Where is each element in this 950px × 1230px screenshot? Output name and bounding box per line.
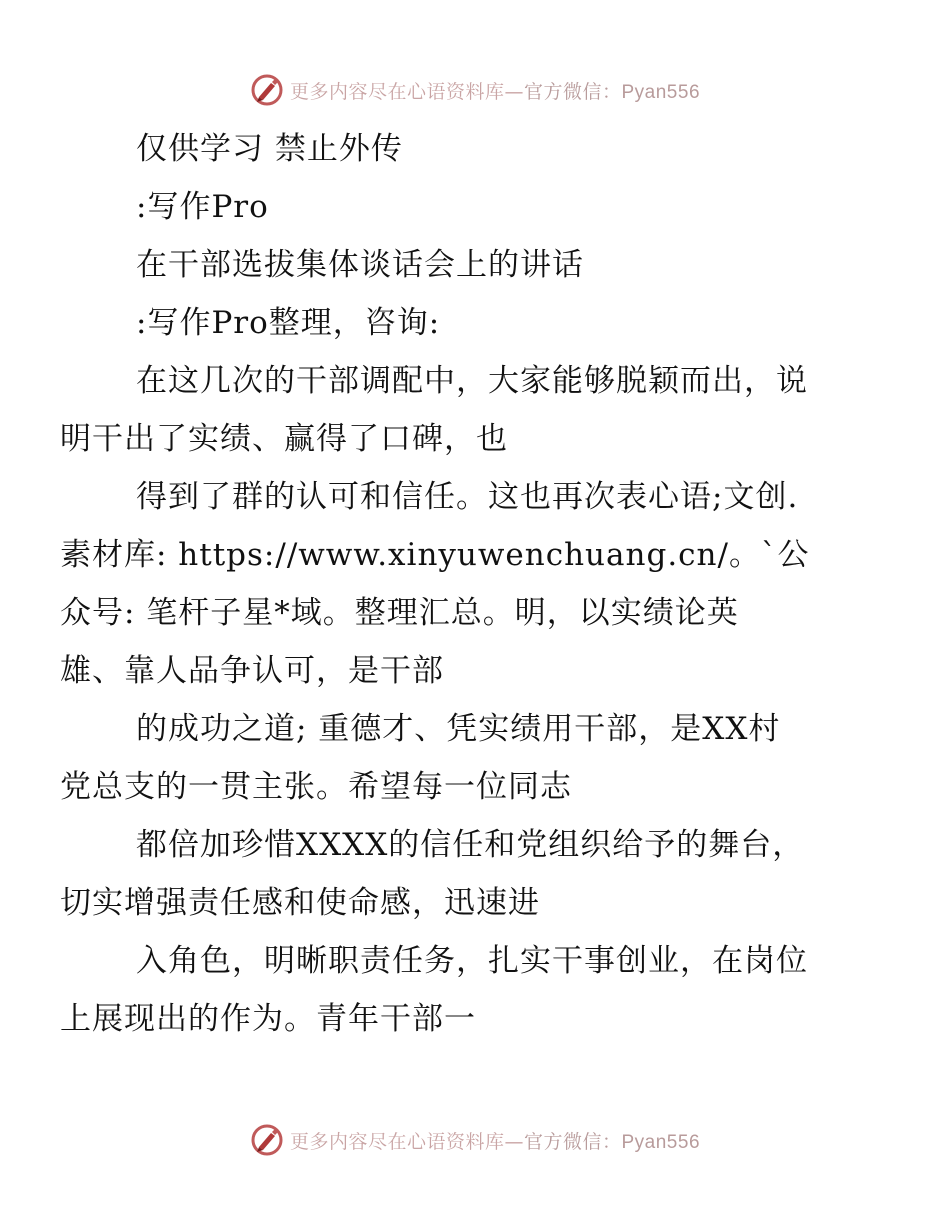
paragraph-body-1 xyxy=(60,352,858,468)
document-body xyxy=(60,120,858,1048)
banner-separator: — xyxy=(504,80,524,103)
paragraph-title xyxy=(98,236,858,294)
paragraph-notice xyxy=(98,120,858,178)
paragraph-author xyxy=(98,178,858,236)
text-line: 党总支的一贯主张。希望每一位同志 xyxy=(60,769,572,805)
text-line: 在这几次的干部调配中，大家能够脱颖而出，说 xyxy=(136,363,808,399)
text-line: 素材库: https://www.xinyuwenchuang.cn/。`公 xyxy=(60,537,810,573)
footer-watermark-banner xyxy=(0,1120,950,1160)
pen-circle-logo-icon xyxy=(250,73,284,107)
paragraph-organizer xyxy=(98,294,858,352)
banner-contact-text: 官方微信：Pyan556 xyxy=(524,1131,701,1153)
banner-site-text: 更多内容尽在心语资料库 xyxy=(289,1130,505,1153)
banner-text xyxy=(290,1127,700,1154)
text-line: 明干出了实绩、赢得了口碑，也 xyxy=(60,421,508,457)
banner-text xyxy=(290,77,700,104)
text-line: :写作Pro整理，咨询: xyxy=(136,305,441,341)
banner-site-text: 更多内容尽在心语资料库 xyxy=(289,80,505,103)
text-line: 入角色，明晰职责任务，扎实干事创业，在岗位 xyxy=(136,943,808,979)
text-line: 上展现出的作为。青年干部一 xyxy=(60,1001,476,1037)
text-line: 都倍加珍惜XXXX的信任和党组织给予的舞台， xyxy=(136,827,805,863)
paragraph-body-2 xyxy=(60,468,858,700)
header-watermark-banner xyxy=(0,70,950,110)
text-line: 雄、靠人品争认可，是干部 xyxy=(60,653,444,689)
text-line: :写作Pro xyxy=(136,189,269,225)
paragraph-body-4 xyxy=(60,816,858,932)
text-line: 得到了群的认可和信任。这也再次表心语;文创. xyxy=(136,479,799,515)
pen-circle-logo-icon xyxy=(250,1123,284,1157)
text-line: 仅供学习 禁止外传 xyxy=(136,131,403,167)
text-line: 的成功之道; 重德才、凭实绩用干部，是XX村 xyxy=(136,711,781,747)
text-line: 切实增强责任感和使命感，迅速进 xyxy=(60,885,540,921)
paragraph-body-5 xyxy=(60,932,858,1048)
banner-separator: — xyxy=(504,1130,524,1153)
banner-contact-text: 官方微信：Pyan556 xyxy=(524,81,701,103)
text-line: 众号: 笔杆子星*域。整理汇总。明，以实绩论英 xyxy=(60,595,739,631)
text-line: 在干部选拔集体谈话会上的讲话 xyxy=(136,247,584,283)
paragraph-body-3 xyxy=(60,700,858,816)
